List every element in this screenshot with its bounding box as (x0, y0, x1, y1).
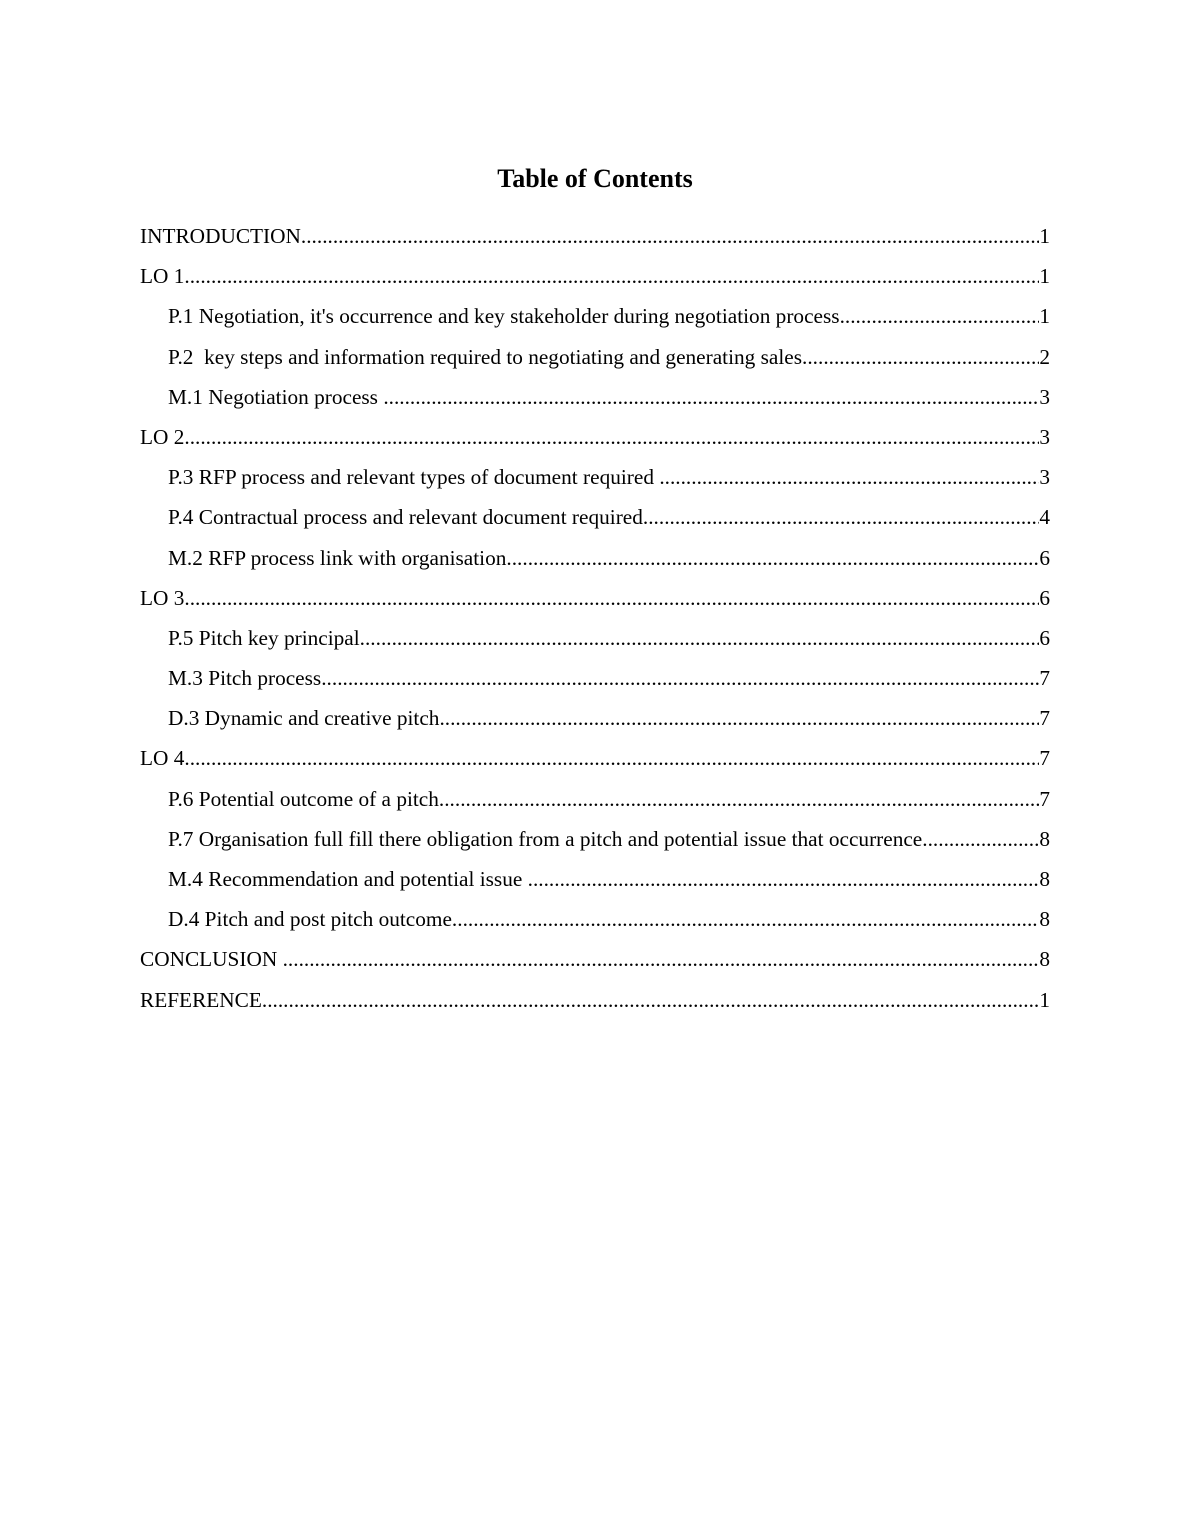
toc-page-number: 6 (1039, 625, 1050, 650)
toc-dot-leader (184, 256, 1039, 296)
toc-entry-introduction[interactable] (140, 216, 1050, 256)
toc-entry-label: REFERENCE (140, 987, 262, 1012)
page-title: Table of Contents (497, 164, 693, 193)
toc-dot-leader (922, 819, 1039, 859)
toc-entry-m1[interactable] (140, 377, 1050, 417)
toc-entry-label: P.5 Pitch key principal (168, 625, 360, 650)
toc-page-number: 1 (1039, 224, 1050, 248)
toc-entry-label: M.4 Recommendation and potential issue (168, 867, 528, 891)
toc-entry-label: P.3 RFP process and relevant types of document required (168, 465, 660, 490)
toc-dot-leader (184, 578, 1039, 618)
toc-entry-label: INTRODUCTION (140, 224, 301, 248)
toc-page-number: 7 (1039, 666, 1050, 691)
toc-entry-label: LO 1 (140, 264, 185, 289)
toc-entry-lo2[interactable] (140, 417, 1050, 457)
toc-entry-label: P.4 Contractual process and relevant document required (168, 505, 643, 530)
toc-dot-leader (528, 859, 1040, 899)
toc-entry-label: M.2 RFP process link with organisation (168, 545, 507, 570)
toc-entry-m4[interactable] (140, 859, 1050, 899)
toc-page-number: 8 (1039, 867, 1050, 891)
toc-entry-label: LO 4 (140, 746, 185, 771)
toc-entry-label: CONCLUSION (140, 947, 283, 972)
toc-entry-m2[interactable] (140, 538, 1050, 578)
toc-entry-label: LO 2 (140, 424, 185, 449)
toc-dot-leader (840, 296, 1040, 336)
toc-page-number: 8 (1039, 947, 1050, 972)
toc-page-number: 3 (1039, 384, 1050, 409)
toc-dot-leader (802, 337, 1039, 377)
toc-entry-label: P.1 Negotiation, it's occurrence and key stakeholder during negotiation process (168, 304, 840, 329)
toc-dot-leader (321, 658, 1039, 698)
table-of-contents (140, 216, 1050, 1020)
toc-page-number: 3 (1039, 424, 1050, 449)
toc-page-number: 8 (1039, 907, 1050, 932)
toc-entry-p2[interactable] (140, 337, 1050, 377)
toc-dot-leader (439, 698, 1039, 738)
toc-entry-lo1[interactable] (140, 256, 1050, 296)
toc-entry-p4[interactable] (140, 497, 1050, 537)
toc-dot-leader (301, 216, 1039, 256)
toc-entry-m3[interactable] (140, 658, 1050, 698)
toc-dot-leader (506, 538, 1039, 578)
toc-dot-leader (360, 618, 1040, 658)
toc-page-number: 2 (1039, 344, 1050, 369)
toc-page-number: 4 (1039, 505, 1050, 530)
toc-dot-leader (452, 899, 1039, 939)
toc-entry-label: LO 3 (140, 585, 185, 610)
toc-entry-lo4[interactable] (140, 738, 1050, 778)
toc-page-number: 1 (1039, 987, 1050, 1012)
toc-entry-reference[interactable] (140, 980, 1050, 1020)
toc-dot-leader (643, 497, 1039, 537)
toc-entry-label: P.6 Potential outcome of a pitch (168, 786, 439, 811)
toc-entry-p3[interactable] (140, 457, 1050, 497)
toc-entry-lo3[interactable] (140, 578, 1050, 618)
toc-page-number: 3 (1039, 465, 1050, 490)
toc-entry-label: M.1 Negotiation process (168, 384, 384, 409)
toc-page-number: 7 (1039, 746, 1050, 771)
toc-page-number: 6 (1039, 545, 1050, 570)
toc-dot-leader (262, 980, 1039, 1020)
toc-entry-conclusion[interactable] (140, 939, 1050, 979)
toc-dot-leader (439, 779, 1039, 819)
toc-entry-p1[interactable] (140, 296, 1050, 336)
toc-dot-leader (184, 417, 1039, 457)
toc-entry-p5[interactable] (140, 618, 1050, 658)
toc-page-number: 1 (1039, 304, 1050, 329)
toc-entry-label: P.7 Organisation full fill there obligation from a pitch and potential issue that occurrence (168, 826, 923, 851)
toc-entry-label: D.3 Dynamic and creative pitch (168, 706, 440, 731)
toc-dot-leader (184, 738, 1039, 778)
toc-page-number: 7 (1039, 786, 1050, 811)
toc-dot-leader (659, 457, 1039, 497)
toc-entry-d4[interactable] (140, 899, 1050, 939)
toc-entry-label: M.3 Pitch process (168, 666, 322, 691)
toc-page-number: 8 (1039, 826, 1050, 851)
toc-entry-label: D.4 Pitch and post pitch outcome (168, 907, 452, 932)
toc-page-number: 7 (1039, 706, 1050, 731)
toc-page-number: 6 (1039, 585, 1050, 610)
toc-dot-leader (383, 377, 1039, 417)
toc-entry-p6[interactable] (140, 779, 1050, 819)
toc-entry-d3[interactable] (140, 698, 1050, 738)
toc-dot-leader (283, 939, 1040, 979)
toc-page-number: 1 (1039, 264, 1050, 289)
toc-entry-p7[interactable] (140, 819, 1050, 859)
toc-entry-label: P.2 key steps and information required to negotiating and generating sales (168, 344, 803, 369)
